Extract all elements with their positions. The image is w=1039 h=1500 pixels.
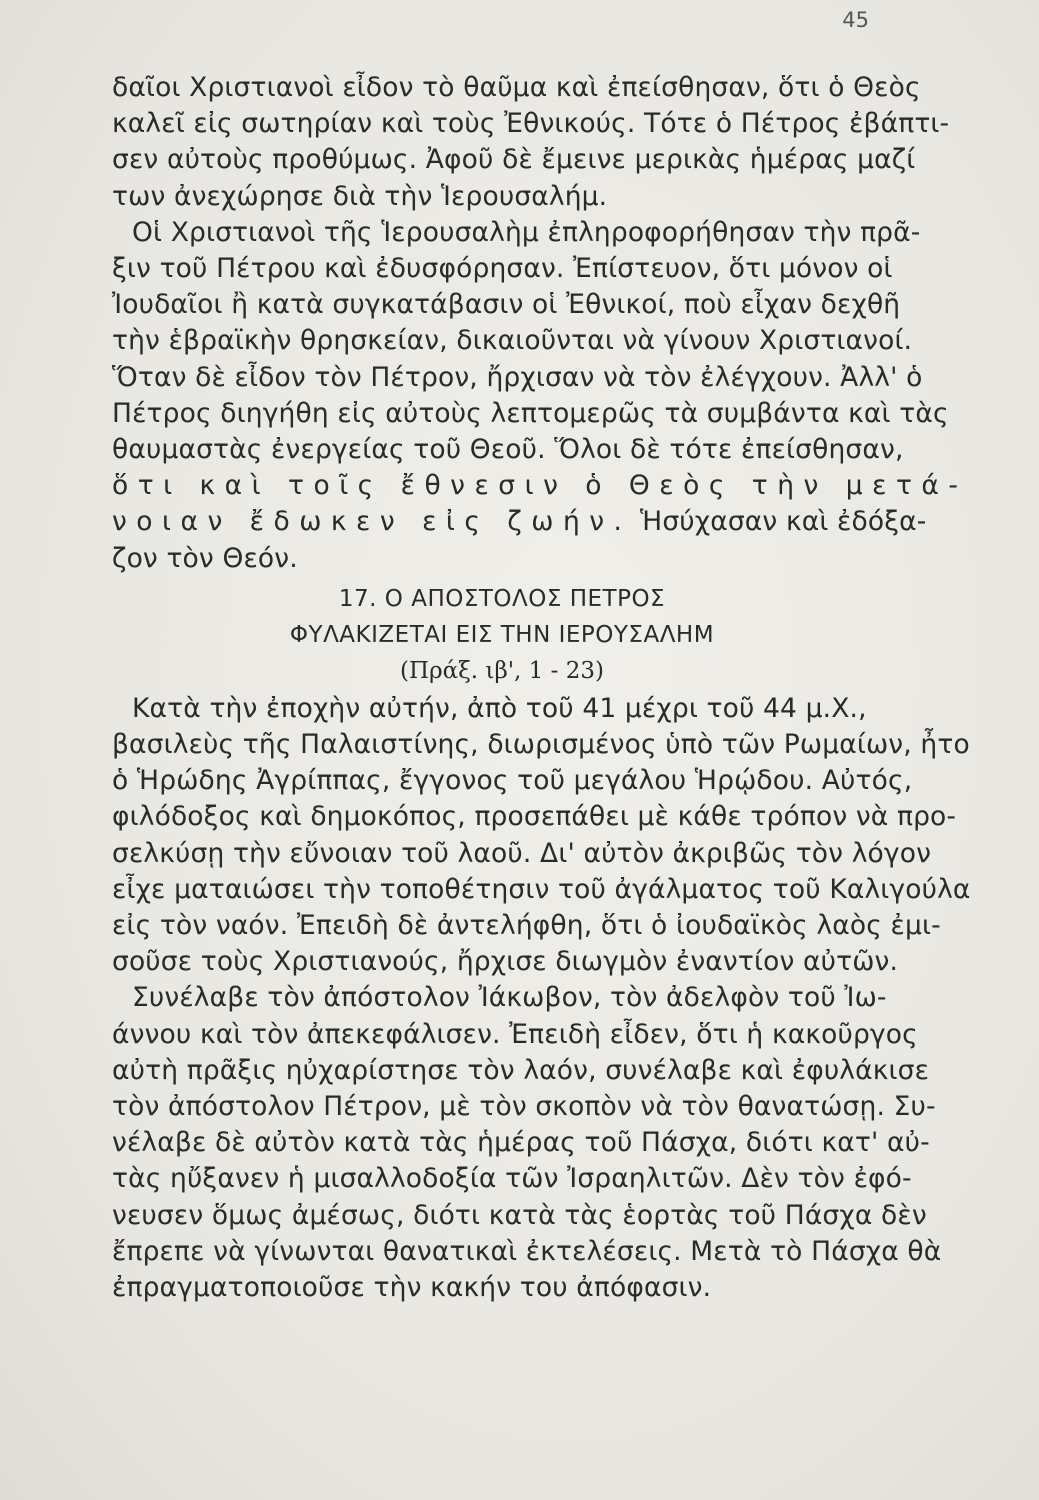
text-line: εἰς τὸν ναόν. Ἐπειδὴ δὲ ἀντελήφθη, ὅτι ὁ ἰουδαϊκὸς λαὸς ἐμι-: [112, 910, 941, 942]
text-line: [112, 504, 927, 540]
text-line: ἐπραγματοποιοῦσε τὴν κακήν του ἀπόφασιν.: [112, 1272, 712, 1304]
text-line: καλεῖ εἰς σωτηρίαν καὶ τοὺς Ἐθνικούς. Τότε ὁ Πέτρος ἐβάπτι-: [112, 108, 950, 140]
text-line: Κατὰ τὴν ἐποχὴν αὐτήν, ἀπὸ τοῦ 41 μέχρι τοῦ 44 μ.Χ.,: [132, 692, 867, 724]
text-line: Οἱ Χριστιανοὶ τῆς Ἱερουσαλὴμ ἐπληροφορήθησαν τὴν πρᾶ-: [132, 216, 921, 248]
text-line: τὰς ηὔξανεν ἡ μισαλλοδοξία τῶν Ἰσραηλιτῶν. Δὲν τὸν ἐφό-: [112, 1163, 912, 1195]
text-line: ξιν τοῦ Πέτρου καὶ ἐδυσφόρησαν. Ἐπίστευον, ὅτι μόνον οἱ: [112, 253, 893, 285]
text-line: ἔπρεπε νὰ γίνωνται θανατικαὶ ἐκτελέσεις. Μετὰ τὸ Πάσχα θὰ: [112, 1235, 942, 1267]
spaced-quote-fragment: νοιαν ἔδωκεν εἰς ζωήν.: [112, 506, 632, 538]
text-line: των ἀνεχώρησε διὰ τὴν Ἱερουσαλήμ.: [112, 180, 608, 212]
text-line: Συνέλαβε τὸν ἀπόστολον Ἰάκωβον, τὸν ἀδελφὸν τοῦ Ἰω-: [132, 982, 887, 1014]
scripture-reference: (Πράξ. ιβ', 1 - 23): [400, 657, 604, 684]
text-fragment: Ἡσύχασαν καὶ ἐδόξα-: [631, 506, 927, 538]
text-line: τὸν ἀπόστολον Πέτρον, μὲ τὸν σκοπὸν νὰ τὸν θανατώσῃ. Συ-: [112, 1091, 936, 1123]
paragraph-4: [112, 980, 942, 1306]
text-line: Ἰουδαῖοι ἢ κατὰ συγκατάβασιν οἱ Ἐθνικοί, ποὺ εἶχαν δεχθῆ: [112, 289, 901, 321]
paragraph-1: [112, 70, 950, 215]
text-line: εἶχε ματαιώσει τὴν τοποθέτησιν τοῦ ἀγάλματος τοῦ Καλιγούλα: [112, 873, 971, 905]
text-line: νευσεν ὅμως ἀμέσως, διότι κατὰ τὰς ἑορτὰς τοῦ Πάσχα δὲν: [112, 1199, 927, 1231]
page-text: [112, 70, 971, 1306]
paragraph-2: [112, 215, 968, 577]
paragraph-3: [112, 691, 971, 981]
text-line: αὐτὴ πρᾶξις ηὐχαρίστησε τὸν λαόν, συνέλαβε καὶ ἐφυλάκισε: [112, 1054, 930, 1086]
text-line: ὁ Ἡρώδης Ἀγρίππας, ἔγγονος τοῦ μεγάλου Ἡρῴδου. Αὐτός,: [112, 765, 913, 797]
text-line: θαυμαστὰς ἐνεργείας τοῦ Θεοῦ. Ὅλοι δὲ τότε ἐπείσθησαν,: [112, 434, 904, 466]
text-line: ζον τὸν Θεόν.: [112, 542, 298, 574]
text-line: βασιλεὺς τῆς Παλαιστίνης, διωρισμένος ὑπὸ τῶν Ρωμαίων, ἦτο: [112, 729, 970, 761]
page-number: 45: [842, 8, 869, 32]
text-line: φιλόδοξος καὶ δημοκόπος, προσεπάθει μὲ κάθε τρόπον νὰ προ-: [112, 801, 957, 833]
spaced-quote-line: ὅτι καὶ τοῖς ἔθνεσιν ὁ Θεὸς τὴν μετά-: [112, 470, 968, 502]
text-line: σελκύσῃ τὴν εὔνοιαν τοῦ λαοῦ. Δι' αὐτὸν ἀκριβῶς τὸν λόγον: [112, 837, 932, 869]
section-heading: 17. Ο ΑΠΟΣΤΟΛΟΣ ΠΕΤΡΟΣ: [338, 585, 666, 612]
text-line: τὴν ἑβραϊκὴν θρησκείαν, δικαιοῦνται νὰ γίνουν Χριστιανοί.: [112, 325, 913, 357]
text-line: Ὅταν δὲ εἶδον τὸν Πέτρον, ἤρχισαν νὰ τὸν ἐλέγχουν. Ἀλλ' ὁ: [112, 361, 923, 393]
text-line: σοῦσε τοὺς Χριστιανούς, ἤρχισε διωγμὸν ἐναντίον αὐτῶν.: [112, 946, 899, 978]
text-line: Πέτρος διηγήθη εἰς αὐτοὺς λεπτομερῶς τὰ συμβάντα καὶ τὰς: [112, 397, 949, 429]
section-heading-subtitle: ΦΥΛΑΚΙΖΕΤΑΙ ΕΙΣ ΤΗΝ ΙΕΡΟΥΣΑΛΗΜ: [289, 621, 715, 648]
text-line: νέλαβε δὲ αὐτὸν κατὰ τὰς ἡμέρας τοῦ Πάσχα, διότι κατ' αὐ-: [112, 1127, 930, 1159]
text-line: άννου καὶ τὸν ἀπεκεφάλισεν. Ἐπειδὴ εἶδεν, ὅτι ἡ κακοῦργος: [112, 1018, 918, 1050]
text-line: σεν αὐτοὺς προθύμως. Ἀφοῦ δὲ ἔμεινε μερικὰς ἡμέρας μαζί: [112, 144, 916, 176]
text-line: δαῖοι Χριστιανοὶ εἶδον τὸ θαῦμα καὶ ἐπείσθησαν, ὅτι ὁ Θεὸς: [112, 72, 921, 103]
